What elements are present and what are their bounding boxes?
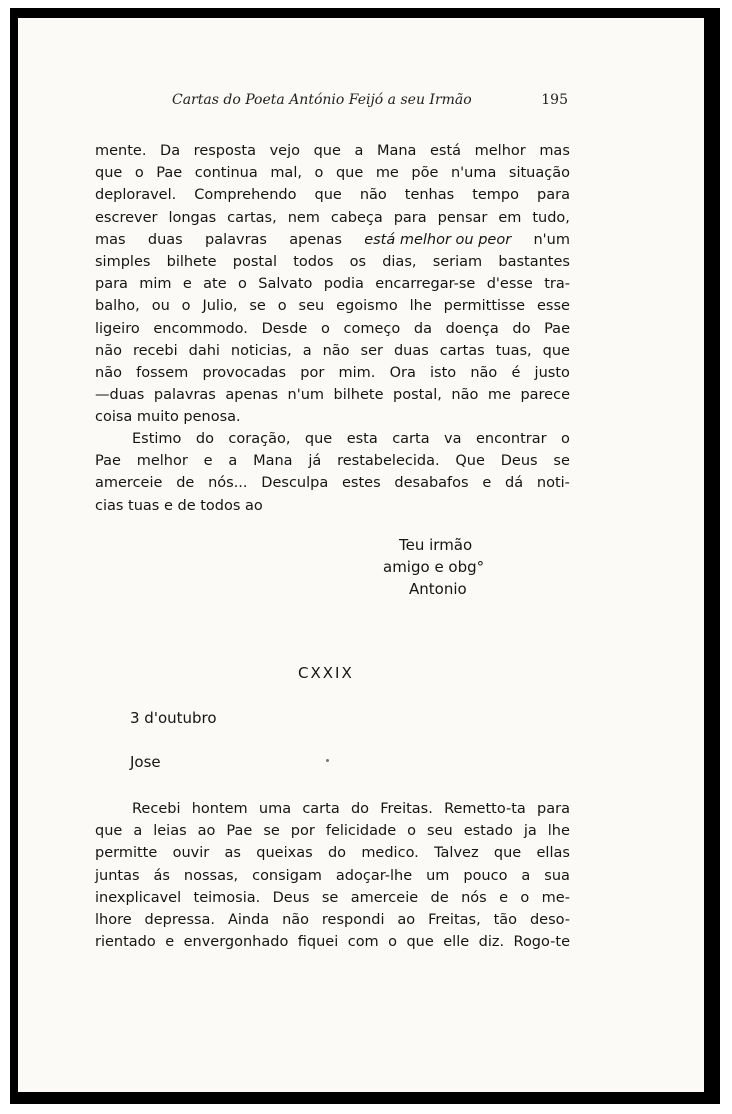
word: esta bbox=[346, 431, 378, 447]
word: o bbox=[388, 934, 398, 951]
word: cartas bbox=[439, 342, 485, 359]
word: está melhor ou peor bbox=[364, 231, 512, 248]
word: se bbox=[321, 889, 339, 906]
word: não bbox=[322, 342, 350, 359]
ink-speck bbox=[326, 759, 329, 762]
word: os bbox=[349, 254, 367, 271]
word: se bbox=[553, 453, 570, 470]
word: Freitas. bbox=[380, 801, 433, 817]
page-number: 195 bbox=[541, 92, 568, 108]
text-line bbox=[95, 162, 570, 184]
word: medico. bbox=[361, 845, 419, 862]
word: começo bbox=[343, 320, 401, 337]
word: Ainda bbox=[227, 912, 270, 929]
word: fiquei bbox=[297, 934, 339, 951]
word: o bbox=[238, 276, 247, 293]
paragraph-3 bbox=[95, 798, 570, 953]
word: nós... bbox=[208, 475, 248, 492]
text-line bbox=[95, 140, 570, 162]
word: lhe bbox=[547, 823, 570, 840]
word: noticias, bbox=[230, 342, 292, 359]
word: a bbox=[228, 453, 238, 470]
word: me bbox=[375, 165, 399, 182]
word: Remetto-ta bbox=[444, 801, 526, 817]
text-line bbox=[95, 865, 570, 887]
word: não bbox=[95, 365, 122, 382]
word: n'um bbox=[287, 387, 325, 404]
word: consigam bbox=[252, 867, 322, 884]
page-header bbox=[172, 92, 572, 114]
word: juntas bbox=[95, 867, 140, 884]
word: n'um bbox=[533, 231, 570, 248]
word: as bbox=[224, 845, 241, 862]
word: dahi bbox=[188, 342, 220, 359]
word: um bbox=[426, 867, 450, 884]
word: e bbox=[165, 934, 175, 951]
word: podia bbox=[323, 276, 364, 293]
word: ao bbox=[197, 823, 216, 840]
text-line bbox=[95, 909, 570, 931]
word: se bbox=[263, 823, 280, 840]
word: em bbox=[498, 209, 522, 226]
word: Pae bbox=[544, 320, 570, 337]
word: palavras bbox=[204, 231, 267, 248]
word: o bbox=[314, 165, 324, 182]
word: mim. bbox=[338, 365, 376, 382]
text-line bbox=[95, 207, 570, 229]
letter-date: 3 d'outubro bbox=[130, 709, 217, 727]
word: Recebi bbox=[132, 801, 181, 817]
word: para bbox=[95, 276, 128, 293]
word: tudo, bbox=[532, 209, 570, 226]
word: resposta bbox=[193, 143, 256, 159]
word: do bbox=[195, 431, 214, 447]
word: ja bbox=[523, 823, 537, 840]
word: desabafos bbox=[394, 475, 469, 492]
word: o bbox=[407, 823, 417, 840]
word: mente. bbox=[95, 143, 147, 159]
word: inexplicavel bbox=[95, 889, 182, 906]
word: tuas, bbox=[495, 342, 532, 359]
word: queixas bbox=[256, 845, 313, 862]
word: de bbox=[430, 889, 449, 906]
word: ate bbox=[203, 276, 227, 293]
word: está bbox=[430, 143, 462, 159]
word: apenas bbox=[289, 231, 342, 248]
word: noti- bbox=[536, 475, 570, 492]
word: diz. bbox=[478, 934, 505, 951]
word: respondi bbox=[321, 912, 385, 929]
word: Pae bbox=[95, 453, 121, 470]
word: deso- bbox=[529, 912, 570, 929]
word: Que bbox=[455, 453, 485, 470]
word: cabeça bbox=[330, 209, 383, 226]
word: estado bbox=[463, 823, 513, 840]
text-line bbox=[95, 798, 570, 820]
word: parece bbox=[520, 387, 570, 404]
word: dias, bbox=[382, 254, 417, 271]
word: para bbox=[537, 187, 570, 204]
signature-line-2: amigo e obg° bbox=[383, 558, 485, 576]
word: depressa. bbox=[144, 912, 216, 929]
word: o bbox=[277, 298, 287, 315]
word: balho, bbox=[95, 298, 140, 315]
word: palavras bbox=[153, 387, 216, 404]
word: a bbox=[354, 143, 364, 159]
word: Julio, bbox=[202, 298, 238, 315]
word: vejo bbox=[269, 143, 300, 159]
word: para bbox=[393, 209, 427, 226]
word: se bbox=[249, 298, 266, 315]
word: nem bbox=[287, 209, 320, 226]
word: duas bbox=[393, 342, 429, 359]
word: mas bbox=[95, 231, 126, 248]
word: Estimo bbox=[132, 431, 182, 447]
word: estes bbox=[341, 475, 381, 492]
word: amerceie bbox=[350, 889, 419, 906]
word: mim bbox=[139, 276, 172, 293]
word: seu bbox=[427, 823, 453, 840]
word: o bbox=[181, 298, 191, 315]
text-line bbox=[95, 428, 570, 450]
text-line bbox=[95, 340, 570, 362]
word: ser bbox=[360, 342, 383, 359]
word: permittisse bbox=[443, 298, 526, 315]
word: tra- bbox=[544, 276, 570, 293]
word: põe bbox=[411, 165, 439, 182]
text-line bbox=[95, 450, 570, 472]
word: simples bbox=[95, 254, 151, 271]
word: provocadas bbox=[202, 365, 287, 382]
word: elle bbox=[443, 934, 470, 951]
word: justo bbox=[534, 365, 570, 382]
word: mal, bbox=[270, 165, 302, 182]
word: tempo bbox=[472, 187, 520, 204]
word: coração, bbox=[228, 431, 291, 447]
word: va bbox=[444, 431, 462, 447]
word: recebi bbox=[132, 342, 178, 359]
word: melhor bbox=[474, 143, 526, 159]
text-line bbox=[95, 842, 570, 864]
word: longas bbox=[168, 209, 217, 226]
word: hontem bbox=[191, 801, 248, 817]
text-line bbox=[95, 820, 570, 842]
signature bbox=[383, 534, 523, 600]
word: a bbox=[521, 867, 531, 884]
word: pouco bbox=[463, 867, 508, 884]
word: Mana bbox=[376, 143, 417, 159]
signature-name: Antonio bbox=[409, 580, 467, 598]
word: não bbox=[359, 187, 387, 204]
word: Da bbox=[160, 143, 181, 159]
word: seriam bbox=[432, 254, 483, 271]
word: Mana bbox=[253, 453, 293, 470]
word: n'uma bbox=[450, 165, 497, 182]
word: é bbox=[511, 365, 521, 382]
letter-number: CXXIX bbox=[298, 664, 354, 682]
text-line bbox=[95, 251, 570, 273]
word: Rogo-te bbox=[513, 934, 570, 951]
word: carta bbox=[392, 431, 430, 447]
word: mas bbox=[539, 143, 570, 159]
word: rientado bbox=[95, 934, 156, 951]
word: doença bbox=[445, 320, 499, 337]
word: o bbox=[561, 431, 570, 447]
word: melhor bbox=[136, 453, 188, 470]
word: lhore bbox=[95, 912, 132, 929]
word: Talvez bbox=[434, 845, 479, 862]
word: lhe bbox=[409, 298, 432, 315]
word: adoçar-lhe bbox=[335, 867, 413, 884]
word: não bbox=[95, 342, 122, 359]
word: seu bbox=[298, 298, 325, 315]
word: todos bbox=[293, 254, 334, 271]
word: Deus bbox=[500, 453, 538, 470]
word: encarregar-se bbox=[375, 276, 476, 293]
word: ás bbox=[153, 867, 170, 884]
text-line bbox=[95, 495, 570, 517]
word: Pae bbox=[156, 165, 183, 182]
word: egoismo bbox=[336, 298, 398, 315]
word: a bbox=[302, 342, 312, 359]
word: —duas bbox=[95, 387, 145, 404]
word: postal bbox=[232, 254, 278, 271]
word: do bbox=[350, 801, 370, 817]
word: ligeiro bbox=[95, 320, 140, 337]
text-line bbox=[95, 887, 570, 909]
word: Deus bbox=[272, 889, 310, 906]
word: para bbox=[537, 801, 570, 817]
text-line bbox=[95, 273, 570, 295]
word: e bbox=[203, 453, 213, 470]
word: ellas bbox=[536, 845, 570, 862]
word: não bbox=[470, 365, 498, 382]
word: duas bbox=[147, 231, 183, 248]
paragraph-1 bbox=[95, 140, 570, 429]
word: apenas bbox=[225, 387, 279, 404]
word: esse bbox=[536, 298, 570, 315]
signature-line-1: Teu irmão bbox=[399, 536, 473, 554]
word: não bbox=[451, 387, 479, 404]
word: o bbox=[134, 165, 144, 182]
word: Desde bbox=[261, 320, 308, 337]
word: Salvato bbox=[258, 276, 313, 293]
word: que bbox=[335, 165, 364, 182]
word: que bbox=[95, 823, 123, 840]
word: Comprehendo bbox=[194, 187, 297, 204]
word: d'esse bbox=[486, 276, 533, 293]
word: o bbox=[320, 320, 330, 337]
word: da bbox=[413, 320, 432, 337]
salutation: Jose bbox=[130, 753, 161, 771]
word: Freitas, bbox=[428, 912, 481, 929]
word: bastantes bbox=[498, 254, 570, 271]
word: escrever bbox=[95, 209, 158, 226]
word: felicidade bbox=[325, 823, 397, 840]
text-line bbox=[95, 406, 570, 428]
word: cartas, bbox=[227, 209, 277, 226]
word: uma bbox=[258, 801, 292, 817]
word: que bbox=[313, 143, 341, 159]
word: deploravel. bbox=[95, 187, 177, 204]
text-line bbox=[95, 472, 570, 494]
word: continua bbox=[194, 165, 258, 182]
word: do bbox=[327, 845, 347, 862]
word: fossem bbox=[136, 365, 189, 382]
word: me bbox=[487, 387, 511, 404]
word: envergonhado bbox=[183, 934, 289, 951]
word: e bbox=[499, 889, 508, 906]
word: teimosia. bbox=[193, 889, 261, 906]
word: coisa muito penosa. bbox=[95, 409, 241, 426]
word: dá bbox=[505, 475, 524, 492]
text-line bbox=[95, 318, 570, 340]
word: encontrar bbox=[475, 431, 547, 447]
word: amerceie bbox=[95, 475, 163, 492]
word: tenhas bbox=[404, 187, 455, 204]
word: leias bbox=[153, 823, 187, 840]
word: e bbox=[182, 276, 192, 293]
word: nossas, bbox=[183, 867, 239, 884]
word: não bbox=[282, 912, 310, 929]
word: sua bbox=[544, 867, 570, 884]
word: postal, bbox=[393, 387, 442, 404]
word: e bbox=[482, 475, 492, 492]
word: isto bbox=[430, 365, 457, 382]
text-line bbox=[95, 184, 570, 206]
word: do bbox=[512, 320, 531, 337]
word: permitte bbox=[95, 845, 158, 862]
word: situação bbox=[508, 165, 570, 182]
text-line bbox=[95, 384, 570, 406]
word: a bbox=[133, 823, 143, 840]
word: bilhete bbox=[333, 387, 384, 404]
word: cias tuas e de todos ao bbox=[95, 497, 263, 514]
running-title: Cartas do Poeta António Feijó a seu Irmão bbox=[172, 92, 472, 108]
word: ou bbox=[151, 298, 170, 315]
word: Ora bbox=[389, 365, 416, 382]
word: com bbox=[347, 934, 379, 951]
word: me- bbox=[541, 889, 570, 906]
word: o bbox=[520, 889, 530, 906]
word: Desculpa bbox=[261, 475, 329, 492]
word: que bbox=[406, 934, 434, 951]
paragraph-2 bbox=[95, 428, 570, 517]
word: nós bbox=[461, 889, 487, 906]
word: carta bbox=[302, 801, 340, 817]
text-line bbox=[95, 362, 570, 384]
text-line bbox=[95, 229, 570, 251]
word: ao bbox=[397, 912, 416, 929]
word: restabelecida. bbox=[337, 453, 440, 470]
word: que bbox=[304, 431, 333, 447]
word: bilhete bbox=[166, 254, 217, 271]
word: por bbox=[300, 365, 325, 382]
word: Pae bbox=[226, 823, 253, 840]
word: já bbox=[308, 453, 322, 470]
word: por bbox=[290, 823, 315, 840]
word: de bbox=[176, 475, 195, 492]
word: que bbox=[95, 165, 123, 182]
text-line bbox=[95, 295, 570, 317]
text-line bbox=[95, 931, 570, 953]
word: ouvir bbox=[172, 845, 210, 862]
word: encommodo. bbox=[153, 320, 248, 337]
word: pensar bbox=[437, 209, 488, 226]
word: que bbox=[542, 342, 570, 359]
word: que bbox=[493, 845, 522, 862]
word: que bbox=[314, 187, 342, 204]
word: tão bbox=[493, 912, 518, 929]
